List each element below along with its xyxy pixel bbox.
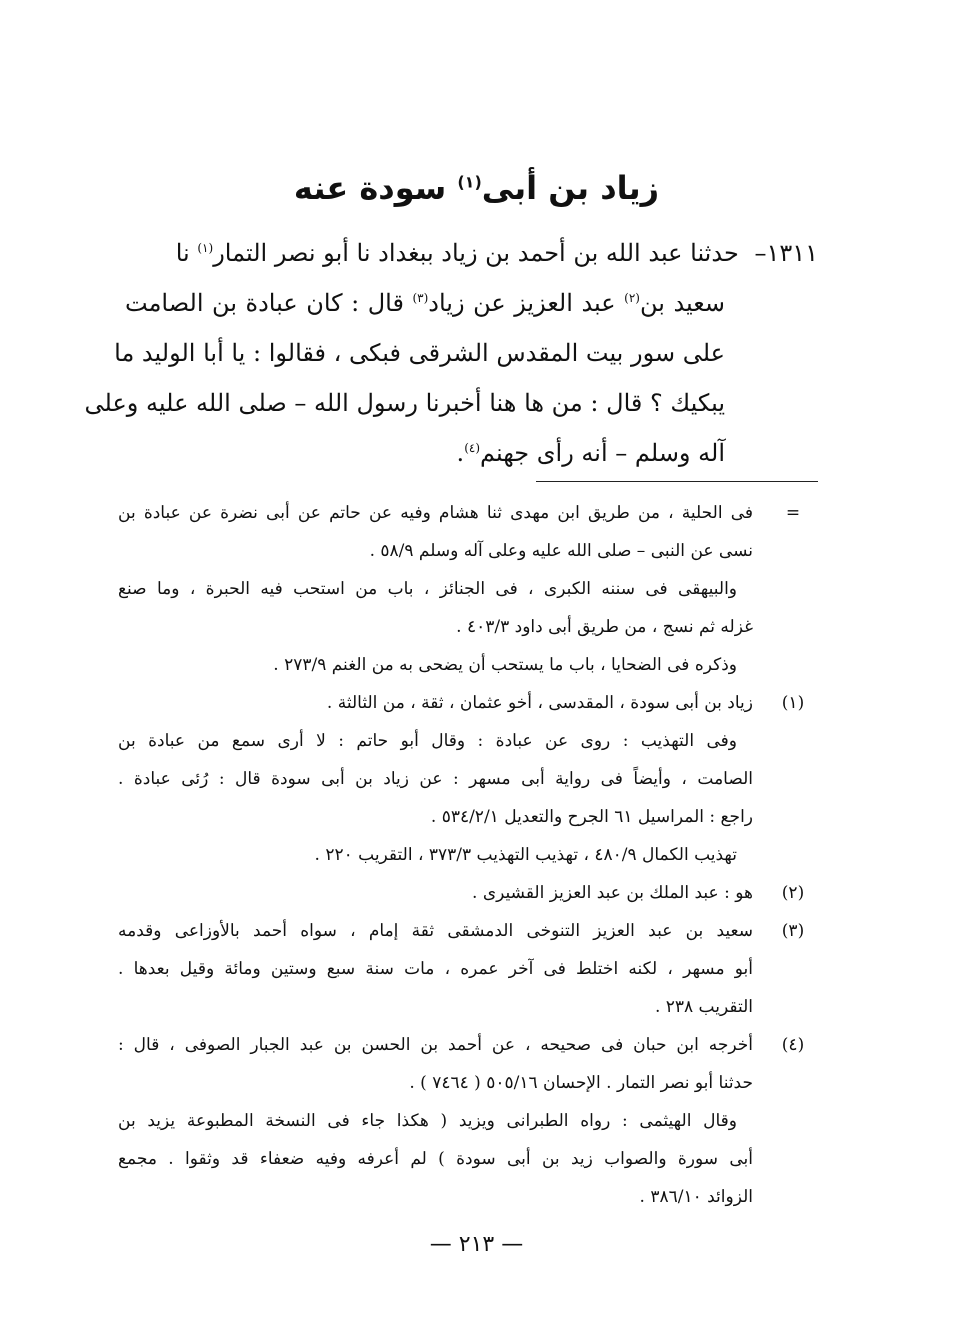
footnote-line: أبى سورة والصواب زيد بن أبى سودة ) لم أعرفه وفيه ضعفاء قد وثقوا . مجمع (118, 1149, 753, 1169)
footnote-1 (118, 684, 818, 874)
footnote-ref: (٤) (464, 441, 481, 455)
hadith-text: نا (175, 239, 190, 267)
footnote-line: وفى التهذيب : روى عن عبادة : وقال أبو حاتم : لا أرى سمع من عبادة بن (118, 731, 737, 751)
footnote-separator (536, 481, 818, 482)
hadith-text: عبد العزيز عن زياد (428, 289, 616, 317)
title-footnote-ref: (١) (457, 172, 482, 192)
footnote-ref: (١) (197, 241, 214, 255)
footnote-marker: (١) (781, 693, 805, 713)
footnote-ref: (٢) (624, 291, 640, 305)
hadith-line (125, 278, 725, 328)
footnote-3 (118, 912, 818, 1026)
footnote-marker: (٣) (781, 921, 805, 941)
footnote-line: والبيهقى فى سننه الكبرى ، فى الجنائز ، باب من استحب فيه الحبرة ، وما صنع (118, 579, 737, 599)
footnote-line: راجع : المراسيل ٦١ الجرح والتعديل ٥٣٤/٢/١ . (430, 807, 753, 827)
footnote-marker: = (785, 503, 801, 523)
footnote-continuation (118, 494, 818, 684)
footnote-line: أخرجه ابن حبان فى صحيحه ، عن أحمد بن الحسن بن عبد الجبار الصوفى ، قال : (118, 1035, 753, 1055)
hadith-text: آله وسلم – أنه رأى جهنم (480, 439, 725, 467)
footnote-line: أبو مسهر ، لكنه اختلط فى آخر عمره ، مات سنة سبع وستين ومائة وقيل بعدها . (118, 959, 753, 979)
footnote-line: حدثنا أبو نصر التمار . الإحسان ٥٠٥/١٦ ( ٧٤٦٤ ) . (409, 1073, 753, 1093)
footnote-line: الصامت ، وأيضاً فى رواية أبى مسهر : عن زياد بن أبى سودة قال : رُئى عبادة . (118, 769, 753, 789)
page-number: — ٢١٣ — (429, 1232, 524, 1257)
hadith-text: سعيد بن (639, 289, 725, 317)
footnote-line: وذكره فى الضحايا ، باب ما يستحب أن يضحى به من الغنم ٢٧٣/٩ . (273, 655, 737, 675)
footnote-line: فى الحلية ، من طريق ابن مهدى ثنا هشام وفيه عن حاتم عن أبى نضرة عن عبادة بن (118, 503, 753, 523)
footnote-4 (118, 1026, 818, 1216)
hadith-text: قال : كان عبادة بن الصامت (125, 289, 404, 317)
footnotes (118, 494, 818, 1216)
title-text-rest: سودة عنه (293, 169, 447, 207)
hadith-number: ١٣١١– (754, 239, 818, 267)
footnote-line: غزله ثم نسج ، من طريق أبى داود ٤٠٣/٣ . (456, 617, 753, 637)
footnote-line: سعيد بن عبد العزيز التنوخى الدمشقى ثقة إمام ، سواه أحمد بالأوزاعى وقدمه (118, 921, 753, 941)
footnote-ref: (٣) (412, 291, 429, 305)
hadith-text: . (456, 439, 465, 467)
hadith-text: حدثنا عبد الله بن أحمد بن زياد ببغداد نا أبو نصر التمار (213, 239, 739, 267)
footnote-line: الزوائد ٣٨٦/١٠ . (639, 1187, 753, 1207)
footnote-line: زياد بن أبى سودة ، المقدسى ، أخو عثمان ، ثقة ، من الثالثة . (326, 693, 753, 713)
hadith-line (125, 428, 725, 478)
hadith-body (84, 278, 725, 478)
footnote-line: تهذيب الكمال ٤٨٠/٩ ، تهذيب التهذيب ٣٧٣/٣ ، التقريب ٢٢٠ . (314, 845, 737, 865)
footnote-marker: (٢) (781, 883, 805, 903)
footnote-line: وقال الهيثمى : رواه الطبرانى ويزيد ( هكذا جاء فى النسخة المطبوعة يزيد بن (118, 1111, 737, 1131)
hadith-first-line (118, 228, 818, 278)
footnote-line: التقريب ٢٣٨ . (654, 997, 753, 1017)
footnote-line: نسى عن النبى – صلى الله عليه وعلى آله وسلم ٥٨/٩ . (369, 541, 753, 561)
hadith-line: على سور بيت المقدس الشرقى فبكى ، فقالوا : يا أبا الوليد ما (114, 339, 725, 367)
title-text: زياد بن أبى (481, 169, 660, 207)
footnote-2 (118, 874, 818, 912)
footnote-line: هو : عبد الملك بن عبد العزيز القشيرى . (472, 883, 753, 903)
hadith-line: يبكيك ؟ قال : من ها هنا أخبرنا رسول الله – صلى الله عليه وعلى (84, 389, 725, 417)
chapter-title (0, 166, 953, 210)
footnote-marker: (٤) (781, 1035, 805, 1055)
